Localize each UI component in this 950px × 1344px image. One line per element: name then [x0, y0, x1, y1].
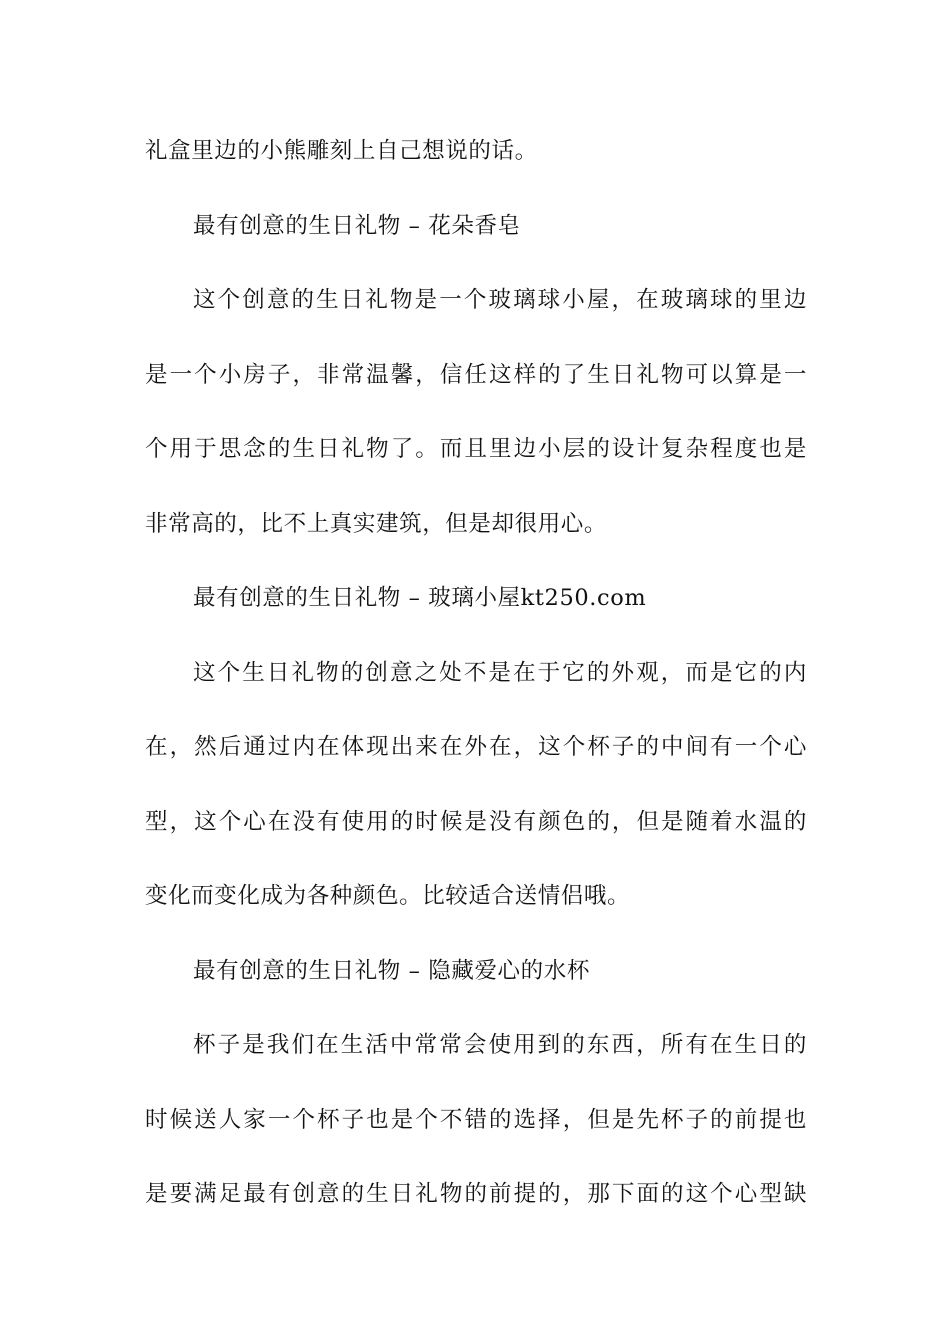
paragraph-line: 是要满足最有创意的生日礼物的前提的，那下面的这个心型缺: [145, 1181, 807, 1207]
paragraph-line: 型，这个心在没有使用的时候是没有颜色的，但是随着水温的: [145, 808, 807, 835]
paragraph-line: 这个创意的生日礼物是一个玻璃球小屋，在玻璃球的里边: [193, 287, 807, 313]
paragraph-line: 是一个小房子，非常温馨，信任这样的了生日礼物可以算是一: [145, 361, 807, 388]
paragraph-line: 杯子是我们在生活中常常会使用到的东西，所有在生日的: [193, 1032, 807, 1058]
paragraph-line: 礼盒里边的小熊雕刻上自己想说的话。: [145, 138, 538, 164]
section-heading-glass-house: 最有创意的生日礼物 – 玻璃小屋kt250.com: [193, 585, 647, 611]
section-heading-soap: 最有创意的生日礼物 – 花朵香皂: [193, 212, 521, 239]
paragraph-line: 时候送人家一个杯子也是个不错的选择，但是先杯子的前提也: [145, 1106, 807, 1133]
paragraph-line: 非常高的，比不上真实建筑，但是却很用心。: [145, 510, 608, 537]
document-page: [145, 124, 807, 1242]
section-heading-heart-cup: 最有创意的生日礼物 – 隐藏爱心的水杯: [193, 957, 590, 984]
paragraph-line: 变化而变化成为各种颜色。比较适合送情侣哦。: [145, 883, 631, 909]
paragraph-line: 这个生日礼物的创意之处不是在于它的外观，而是它的内: [193, 659, 807, 686]
paragraph-line: 个用于思念的生日礼物了。而且里边小层的设计复杂程度也是: [145, 436, 807, 462]
paragraph-line: 在，然后通过内在体现出来在外在，这个杯子的中间有一个心: [145, 734, 807, 760]
